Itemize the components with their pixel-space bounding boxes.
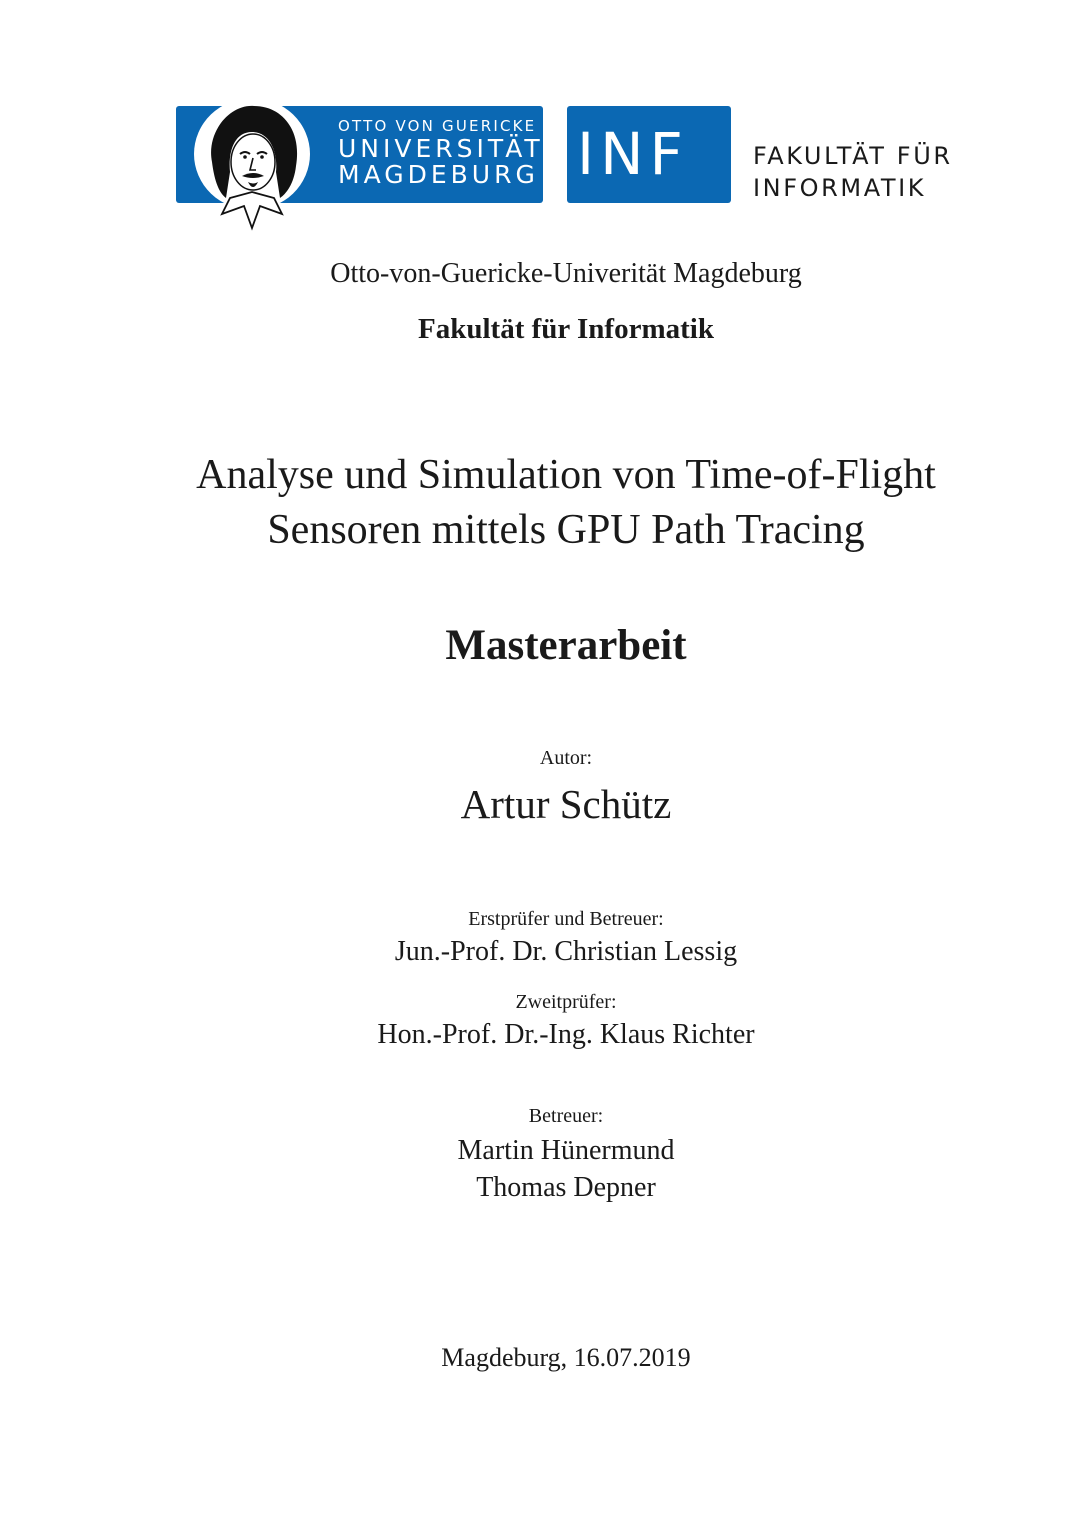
advisors-label: Betreuer:: [528, 1105, 604, 1127]
advisor-name: Thomas Depner: [476, 1172, 656, 1203]
second-examiner-label: Zweitprüfer:: [515, 991, 617, 1013]
second-examiner-name: Hon.-Prof. Dr.-Ing. Klaus Richter: [377, 1019, 755, 1050]
guericke-portrait-icon: [190, 102, 330, 232]
author-label: Autor:: [539, 747, 593, 769]
inf-logo: INF: [567, 106, 731, 203]
first-examiner-name: Jun.-Prof. Dr. Christian Lessig: [394, 936, 738, 967]
thesis-title-line2: Sensoren mittels GPU Path Tracing: [267, 507, 865, 553]
university-name: Otto-von-Guericke-Univerität Magdeburg: [330, 258, 802, 289]
advisor-name: Martin Hünermund: [457, 1135, 675, 1166]
inf-faculty-line2: INFORMATIK: [753, 174, 927, 202]
place-and-date: Magdeburg, 16.07.2019: [441, 1343, 691, 1372]
thesis-title: [0, 448, 1080, 558]
ovgu-logo: [176, 106, 543, 203]
first-examiner-label: Erstprüfer und Betreuer:: [468, 908, 664, 930]
ovgu-logo-line2: UNIVERSITÄT: [338, 134, 544, 163]
thesis-title-line1: Analyse und Simulation von Time-of-Flight: [196, 452, 936, 498]
inf-faculty-wordmark: [753, 140, 953, 204]
ovgu-logo-line3: MAGDEBURG: [338, 160, 539, 189]
ovgu-logo-line1: OTTO VON GUERICKE: [338, 117, 537, 135]
author-name: Artur Schütz: [460, 781, 672, 827]
thesis-type: Masterarbeit: [445, 622, 687, 669]
inf-faculty-line1: FAKULTÄT FÜR: [753, 142, 953, 170]
faculty-name: Fakultät für Informatik: [418, 313, 714, 345]
